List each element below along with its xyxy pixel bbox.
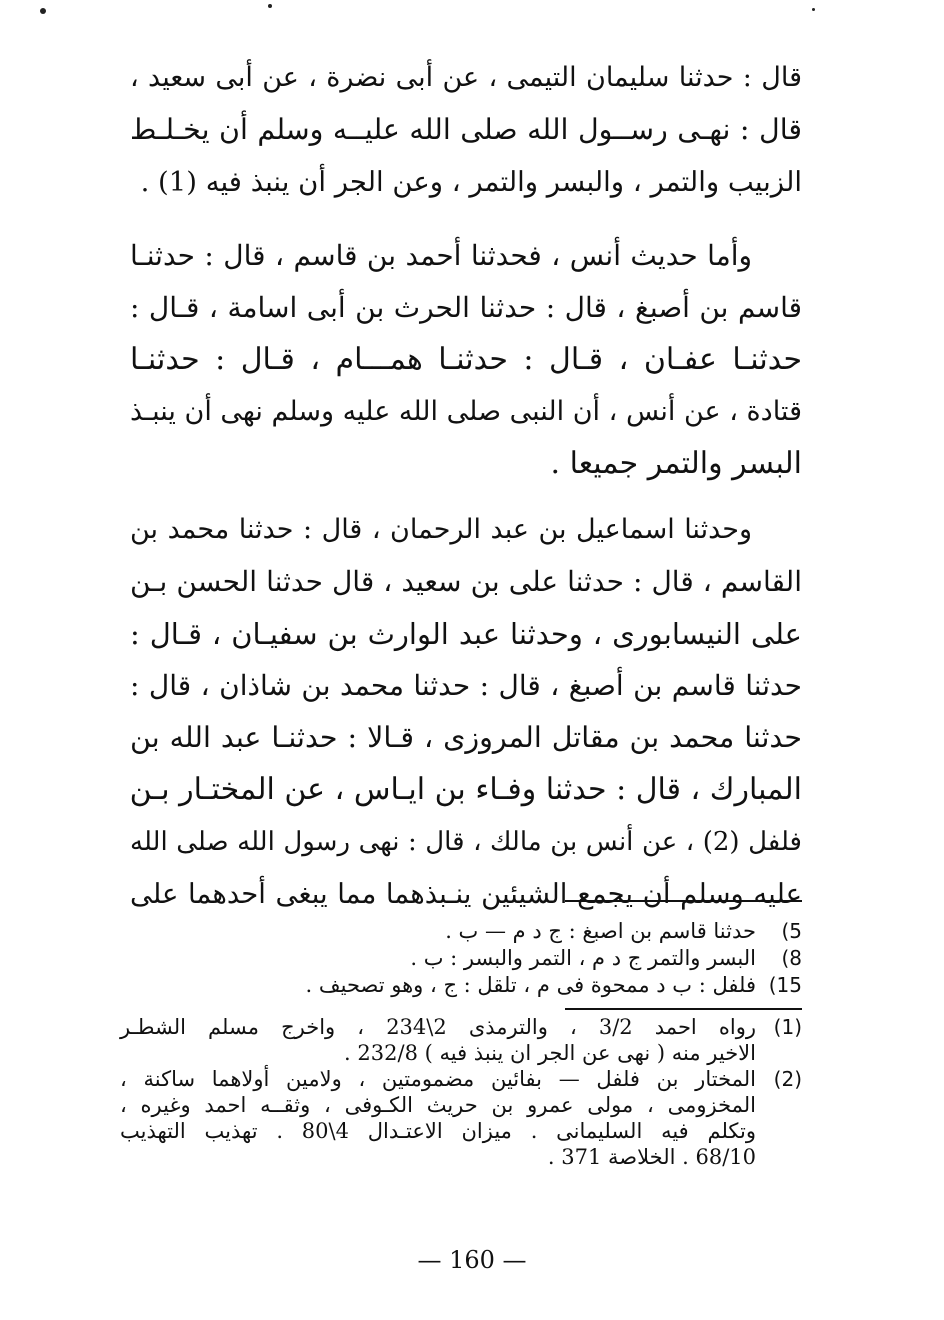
paragraph-2 xyxy=(130,230,802,490)
text-line: عليه وسلم أن يجمع الشيئين ينـبذهما مما يبغى أحدهما على xyxy=(130,878,802,910)
text-line: وحدثنا اسماعيل بن عبد الرحمان ، قال : حدثنا محمد بن xyxy=(130,514,752,545)
text-line: حدثنا محمد بن مقاتل المروزى ، قـالا : حدثنـا عبد الله بن xyxy=(130,721,802,754)
footnote-line: المخزومى ، مولى عمرو بن حريث الكـوفى ، وثقــه احمد وغيره ، xyxy=(120,1093,756,1117)
footnote-line: المختار بن فلفل — بفائين مضمومتين ، ولامين أولاهما ساكنة ، xyxy=(120,1067,756,1091)
footnote xyxy=(120,1014,802,1066)
variant-readings xyxy=(150,918,802,999)
text-line: المبارك ، قال : حدثنا وفـاء بن ايـاس ، عن المختـار بـن xyxy=(129,772,802,807)
paragraph-1 xyxy=(130,52,802,208)
footnote-line: الاخير منه ( نهى عن الجر ان ينبذ فيه ) 232/8 . xyxy=(344,1041,756,1065)
footnote-line: وتكلم فيه السليمانى . ميزان الاعتـدال 4\80 . تهذيب التهذيب xyxy=(120,1119,757,1143)
line-number: 5) xyxy=(781,919,802,943)
line-number: 15) xyxy=(768,973,802,997)
footnote-text xyxy=(120,1066,756,1170)
text-line: على النيسابورى ، وحدثنا عبد الوارث بن سفيـان ، قـال : xyxy=(130,617,802,651)
text-line: القاسم ، قال : حدثنا على بن سعيد ، قال حدثنا الحسن بـن xyxy=(130,565,802,598)
text-line: قتادة ، عن أنس ، أن النبى صلى الله عليه وسلم نهى أن ينبـذ xyxy=(130,396,802,427)
footnote-separator xyxy=(565,900,802,902)
footnote-number: (1) xyxy=(773,1015,802,1039)
text-line: حدثنـا عفـان ، قـال : حدثنـا همـــام ، قـال : حدثنـا xyxy=(130,342,802,377)
variant-text: حدثنا قاسم بن اصبغ : ج د م — ب . xyxy=(445,919,756,943)
footnote-line: رواه احمد 3/2 ، والترمذى 2\234 ، واخرج مسلم الشطـر xyxy=(120,1015,757,1039)
variant-reading xyxy=(150,972,802,999)
variant-reading xyxy=(150,918,802,945)
text-line: قال : حدثنا سليمان التيمى ، عن أبى نضرة ، عن أبى سعيد ، xyxy=(130,62,802,93)
footnote-text xyxy=(120,1014,756,1066)
page-number: — 160 — xyxy=(417,1246,527,1274)
scan-speck xyxy=(40,8,46,14)
variant-text: فلفل : ب د ممحوة فى م ، تلقل : ج ، وهو تصحيف . xyxy=(305,973,756,997)
variant-text: البسر والتمر ج د م ، التمر والبسر : ب . xyxy=(410,946,756,970)
footnote xyxy=(120,1066,802,1170)
text-line: وأما حديث أنس ، فحدثنا أحمد بن قاسم ، قال : حدثنـا xyxy=(130,239,752,272)
text-line: حدثنا قاسم بن أصبغ ، قال : حدثنا محمد بن شاذان ، قال : xyxy=(130,669,802,702)
footnote-number: (2) xyxy=(773,1067,802,1091)
paragraph-3 xyxy=(130,504,802,920)
text-line: قاسم بن أصبغ ، قال : حدثنا الحرث بن أبى اسامة ، قـال : xyxy=(130,291,802,324)
scan-speck xyxy=(268,4,272,8)
text-line: البسر والتمر جميعا . xyxy=(550,446,802,481)
text-line: قال : نهـى رســول الله صلى الله عليــه وسلم أن يخـلـط xyxy=(130,113,802,146)
variant-reading xyxy=(150,945,802,972)
text-line: فلفل (2) ، عن أنس بن مالك ، قال : نهى رسول الله صلى الله xyxy=(130,827,802,857)
footnotes xyxy=(120,1014,802,1170)
text-line: الزبيب والتمر ، والبسر والتمر ، وعن الجر أن ينبذ فيه (1) . xyxy=(140,166,802,198)
notes-separator xyxy=(565,1008,802,1010)
scan-speck xyxy=(812,8,815,11)
line-number: 8) xyxy=(781,946,802,970)
footnote-line: 68/10 . الخلاصة 371 . xyxy=(547,1145,756,1169)
